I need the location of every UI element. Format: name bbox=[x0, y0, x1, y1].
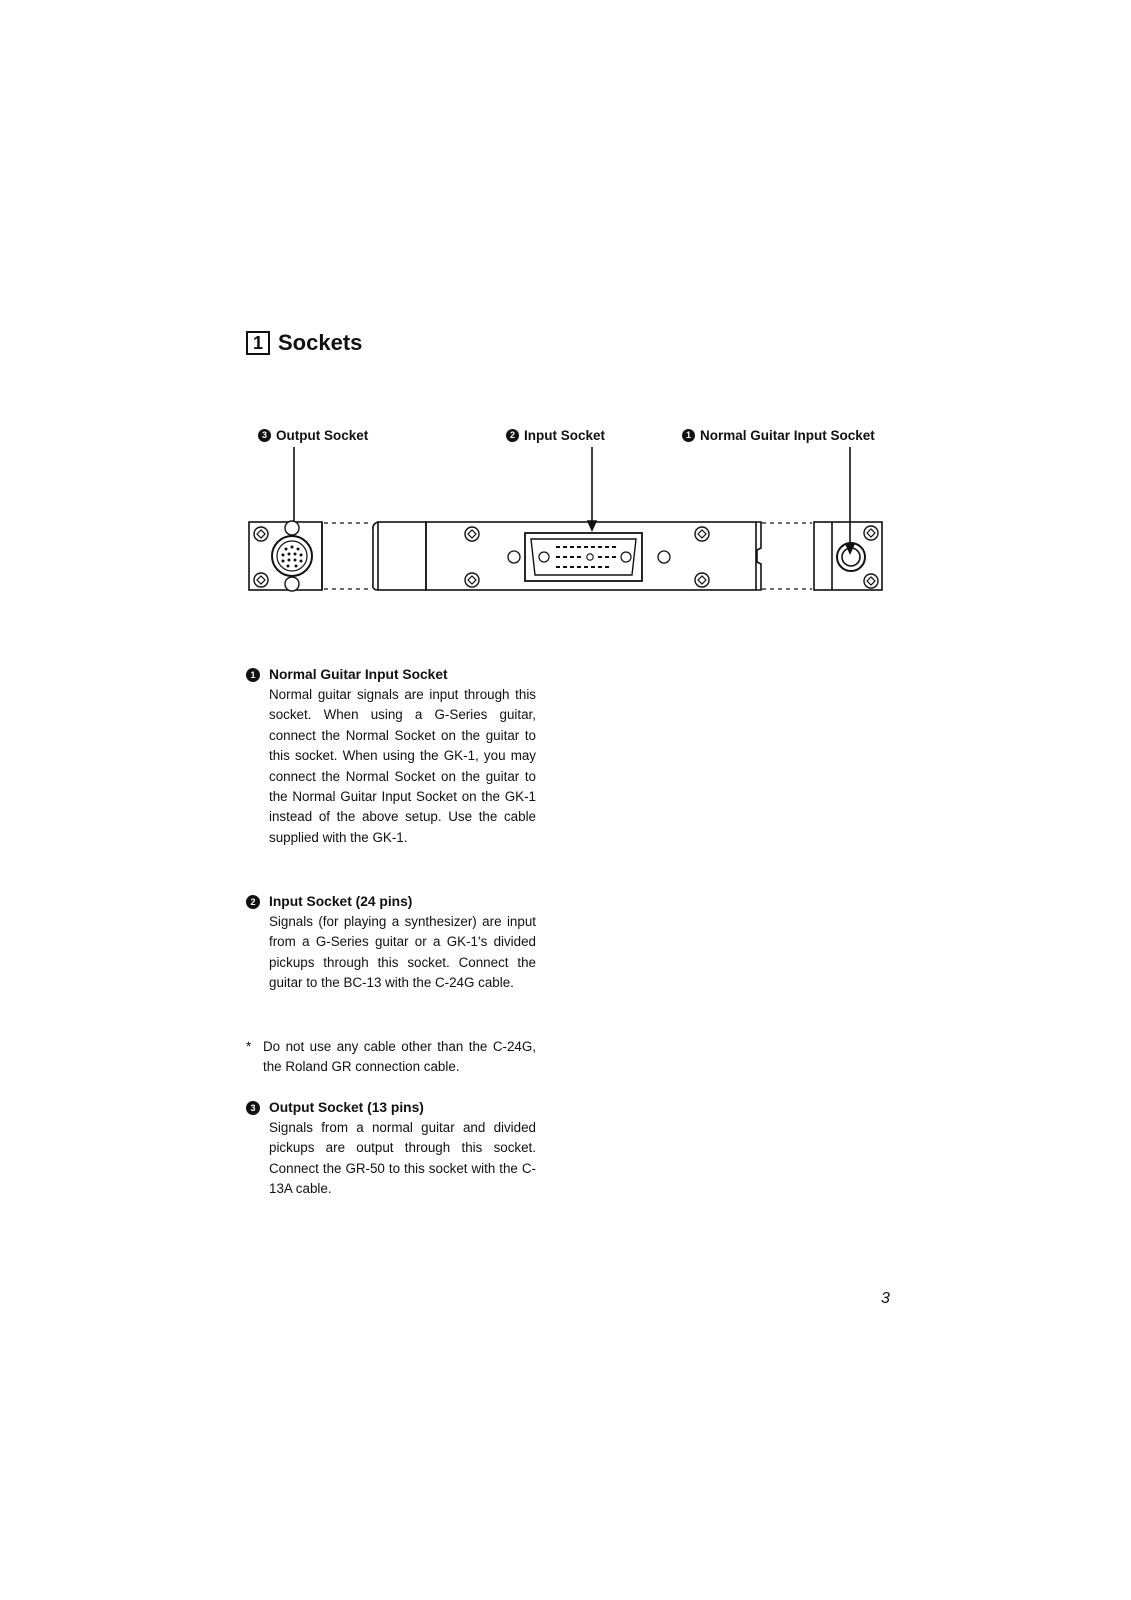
heading-text: Normal Guitar Input Socket bbox=[269, 666, 448, 682]
number-3-icon: 3 bbox=[258, 429, 271, 442]
d-sub-24-pin-icon bbox=[556, 546, 616, 568]
description-output-socket bbox=[246, 1098, 536, 1200]
screw-icon bbox=[695, 527, 709, 541]
note-text: Do not use any cable other than the C-24G, the Roland GR connection cable. bbox=[263, 1039, 536, 1075]
callout-label: Input Socket bbox=[524, 428, 606, 443]
leader-lines bbox=[290, 447, 854, 553]
heading-text: Input Socket (24 pins) bbox=[269, 893, 413, 909]
description-body: Signals from a normal guitar and divided pickups are output through this socket. Connect the GR-50 to this socket with the C-13A cable. bbox=[269, 1120, 536, 1197]
section-heading: Sockets bbox=[278, 330, 363, 355]
screw-icon bbox=[254, 573, 268, 587]
description-heading bbox=[246, 1098, 536, 1118]
number-2-icon: 2 bbox=[506, 429, 519, 442]
screw-icon bbox=[465, 527, 479, 541]
number-2-icon: 2 bbox=[246, 895, 260, 909]
number-1-icon: 1 bbox=[682, 429, 695, 442]
screw-icon bbox=[254, 527, 268, 541]
description-heading bbox=[246, 665, 536, 685]
cable-note bbox=[246, 1037, 536, 1078]
screw-icon bbox=[864, 574, 878, 588]
callout-label: Normal Guitar Input Socket bbox=[700, 428, 875, 443]
description-normal-guitar-input bbox=[246, 665, 536, 848]
callout-output-socket bbox=[258, 428, 368, 443]
number-3-icon: 3 bbox=[246, 1101, 260, 1115]
screw-icon bbox=[695, 573, 709, 587]
center-module bbox=[373, 522, 761, 590]
callout-input-socket bbox=[506, 428, 605, 443]
number-1-icon: 1 bbox=[246, 668, 260, 682]
description-input-socket bbox=[246, 892, 536, 994]
description-heading bbox=[246, 892, 536, 912]
section-number-box: 1 bbox=[246, 331, 270, 355]
left-module bbox=[249, 521, 322, 591]
section-title bbox=[246, 330, 362, 356]
din-13-pin-icon bbox=[282, 546, 303, 568]
screw-icon bbox=[864, 526, 878, 540]
description-body: Normal guitar signals are input through this socket. When using a G-Series guitar, connect the Normal Socket on the guitar to this socket. When using the GK-1, you may connect the Normal Socket on the guitar to the Normal Guitar Input Socket on the GK-1 instead of the above setup. Use the cable supplied with the GK-1. bbox=[269, 687, 536, 845]
right-module bbox=[814, 522, 882, 590]
page-number: 3 bbox=[881, 1290, 890, 1307]
heading-text: Output Socket (13 pins) bbox=[269, 1099, 424, 1115]
screw-icon bbox=[465, 573, 479, 587]
callout-label: Output Socket bbox=[276, 428, 369, 443]
dashed-lines bbox=[324, 523, 812, 589]
callout-normal-guitar-input-socket bbox=[682, 428, 875, 443]
description-body: Signals (for playing a synthesizer) are input from a G-Series guitar or a GK-1's divided pickups through this socket. Connect the guitar to the BC-13 with the C-24G cable. bbox=[269, 914, 536, 991]
asterisk-marker: * bbox=[246, 1039, 252, 1054]
